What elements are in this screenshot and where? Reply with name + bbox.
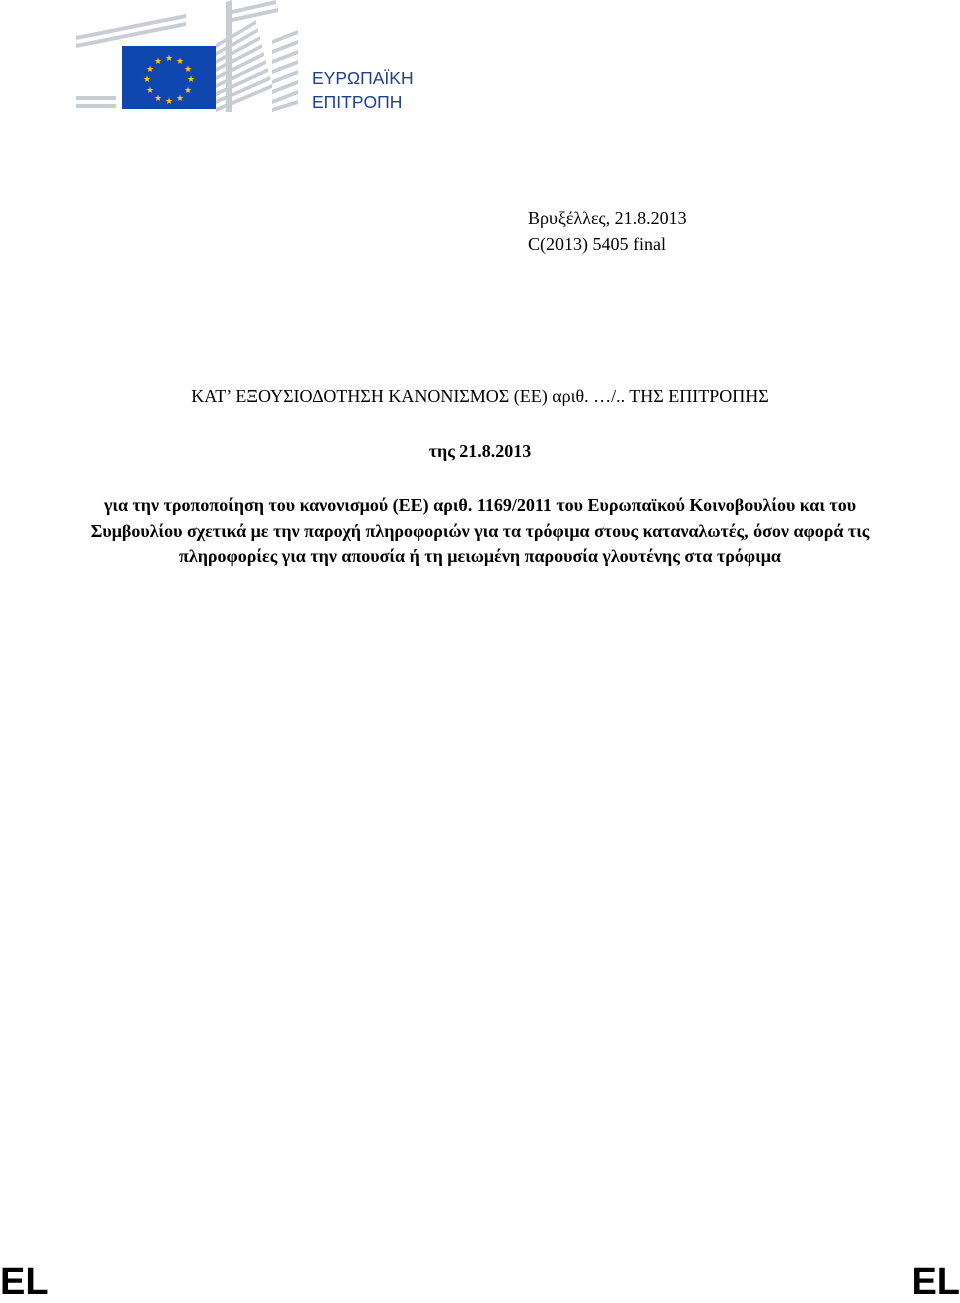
organization-name-line1: ΕΥΡΩΠΑΪΚΗ: [312, 68, 414, 88]
document-subject: για την τροποποίηση του κανονισμού (ΕΕ) αριθ. 1169/2011 του Ευρωπαϊκού Κοινοβουλίου και του Συμβουλίου σχετικά με την παροχή πληροφοριών για τα τρόφιμα στους καταναλωτές, όσον αφορά τις πληροφορίες για την απουσία ή τη μειωμένη παρουσία γλουτένης στα τρόφιμα: [90, 495, 870, 566]
place-date: Βρυξέλλες, 21.8.2013: [528, 208, 687, 228]
language-code-right: EL: [911, 1261, 960, 1303]
svg-text:★: ★: [183, 65, 193, 75]
svg-text:★: ★: [186, 75, 196, 85]
svg-text:★: ★: [175, 94, 185, 104]
document-date: της 21.8.2013: [428, 441, 532, 461]
language-code-left: EL: [0, 1261, 49, 1303]
svg-text:★: ★: [183, 86, 193, 96]
reference-block: [528, 205, 687, 257]
european-commission-logo: [76, 0, 298, 112]
svg-text:★: ★: [164, 97, 174, 107]
svg-text:★: ★: [153, 57, 163, 67]
svg-text:★: ★: [142, 75, 152, 85]
svg-text:★: ★: [164, 54, 174, 64]
organization-name-line2: ΕΠΙΤΡΟΠΗ: [312, 92, 403, 112]
svg-text:★: ★: [153, 94, 163, 104]
document-code: C(2013) 5405 final: [528, 234, 666, 254]
organization-name: [312, 66, 414, 114]
svg-text:★: ★: [175, 57, 185, 67]
document-title: ΚΑΤ’ ΕΞΟΥΣΙΟΔΟΤΗΣΗ ΚΑΝΟΝΙΣΜΟΣ (ΕΕ) αριθ. …/.. ΤΗΣ ΕΠΙΤΡΟΠΗΣ: [191, 386, 769, 406]
svg-text:★: ★: [145, 86, 155, 96]
svg-text:★: ★: [145, 65, 155, 75]
